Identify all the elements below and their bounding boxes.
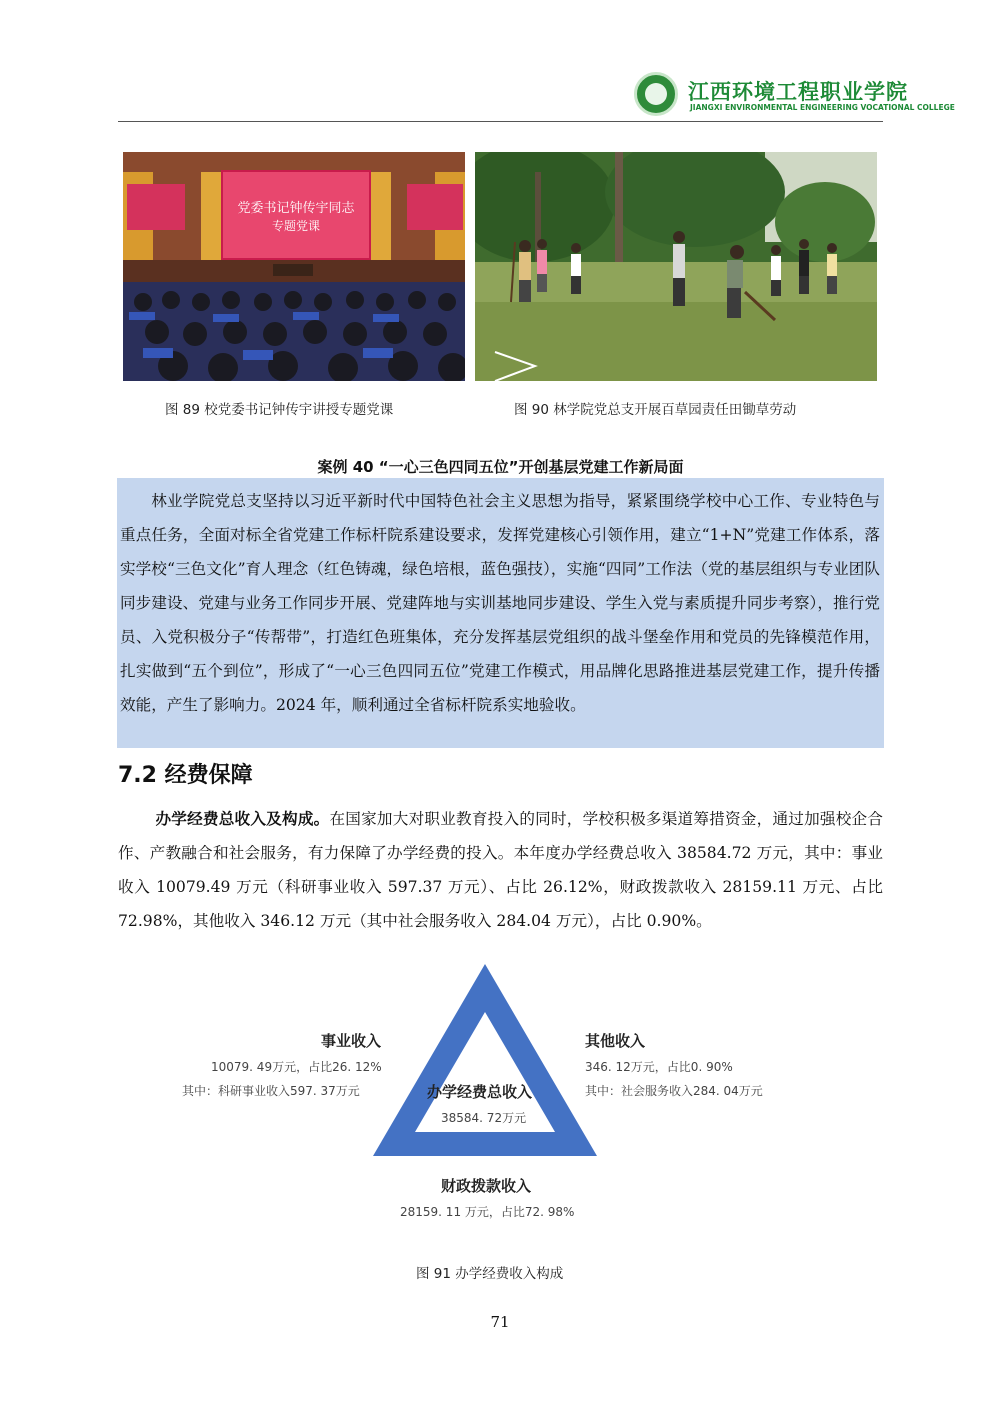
bottom-line1: 28159. 11 万元，占比72. 98% — [400, 1205, 575, 1219]
funding-lead: 办学经费总收入及构成。 — [155, 810, 330, 828]
funding-paragraph — [118, 802, 883, 938]
center-title: 办学经费总收入 — [427, 1083, 533, 1101]
figure-89-caption: 图 89 校党委书记钟传宇讲授专题党课 — [165, 402, 394, 418]
college-logo-seal — [634, 72, 678, 116]
photo-party-lecture — [123, 152, 465, 381]
college-name-cn: 江西环境工程职业学院 — [688, 79, 908, 104]
case-title: 案例 40 “一心三色四同五位”开创基层党建工作新局面 — [317, 458, 684, 476]
bottom-title: 财政拨款收入 — [441, 1177, 532, 1195]
figure-90-caption: 图 90 林学院党总支开展百草园责任田锄草劳动 — [514, 402, 797, 418]
right-line1: 346. 12万元，占比0. 90% — [585, 1060, 733, 1074]
income-triangle-diagram — [370, 960, 600, 1160]
section-heading: 7.2 经费保障 — [118, 763, 253, 788]
figure-91-caption: 图 91 办学经费收入构成 — [416, 1266, 564, 1282]
page-number: 71 — [490, 1313, 510, 1331]
screen-subtitle: 专题党课 — [271, 219, 321, 233]
photo-weeding-labor — [475, 152, 877, 381]
center-value: 38584. 72万元 — [441, 1111, 527, 1125]
funding-body: 在国家加大对职业教育投入的同时，学校积极多渠道筹措资金，通过加强校企合作、产教融合和社会服务，有力保障了办学经费的投入。本年度办学经费总收入 38584.72 万元，其中：事业收入 10079.49 万元（科研事业收入 597.37 万元）、占比 26.12%，财政拨款收入 28159.11 万元、占比 72.98%，其他收入 346.12 万元（其中社会服务收入 284.04 万元），占比 0.90%。 — [118, 810, 883, 930]
screen-title: 党委书记钟传宇同志 — [237, 201, 355, 216]
college-name-en: JIANGXI ENVIRONMENTAL ENGINEERING VOCATIONAL COLLEGE — [690, 103, 955, 112]
right-title: 其他收入 — [585, 1032, 646, 1050]
left-line2: 其中：科研事业收入597. 37万元 — [182, 1084, 360, 1098]
right-line2: 其中：社会服务收入284. 04万元 — [585, 1084, 763, 1098]
left-title: 事业收入 — [321, 1032, 382, 1050]
left-line1: 10079. 49万元，占比26. 12% — [211, 1060, 382, 1074]
header-divider — [118, 121, 883, 122]
case-body-text: 林业学院党总支坚持以习近平新时代中国特色社会主义思想为指导，紧紧围绕学校中心工作、专业特色与重点任务，全面对标全省党建工作标杆院系建设要求，发挥党建核心引领作用，建立“1+N”党建工作体系，落实学校“三色文化”育人理念（红色铸魂，绿色培根，蓝色强技），实施“四同”工作法（党的基层组织与专业团队同步建设、党建与业务工作同步开展、党建阵地与实训基地同步建设、学生入党与素质提升同步考察），推行党员、入党积极分子“传帮带”，打造红色班集体，充分发挥基层党组织的战斗堡垒作用和党员的先锋模范作用，扎实做到“五个到位”，形成了“一心三色四同五位”党建工作模式，用品牌化思路推进基层党建工作，提升传播效能，产生了影响力。2024 年，顺利通过全省标杆院系实地验收。 — [120, 492, 880, 714]
